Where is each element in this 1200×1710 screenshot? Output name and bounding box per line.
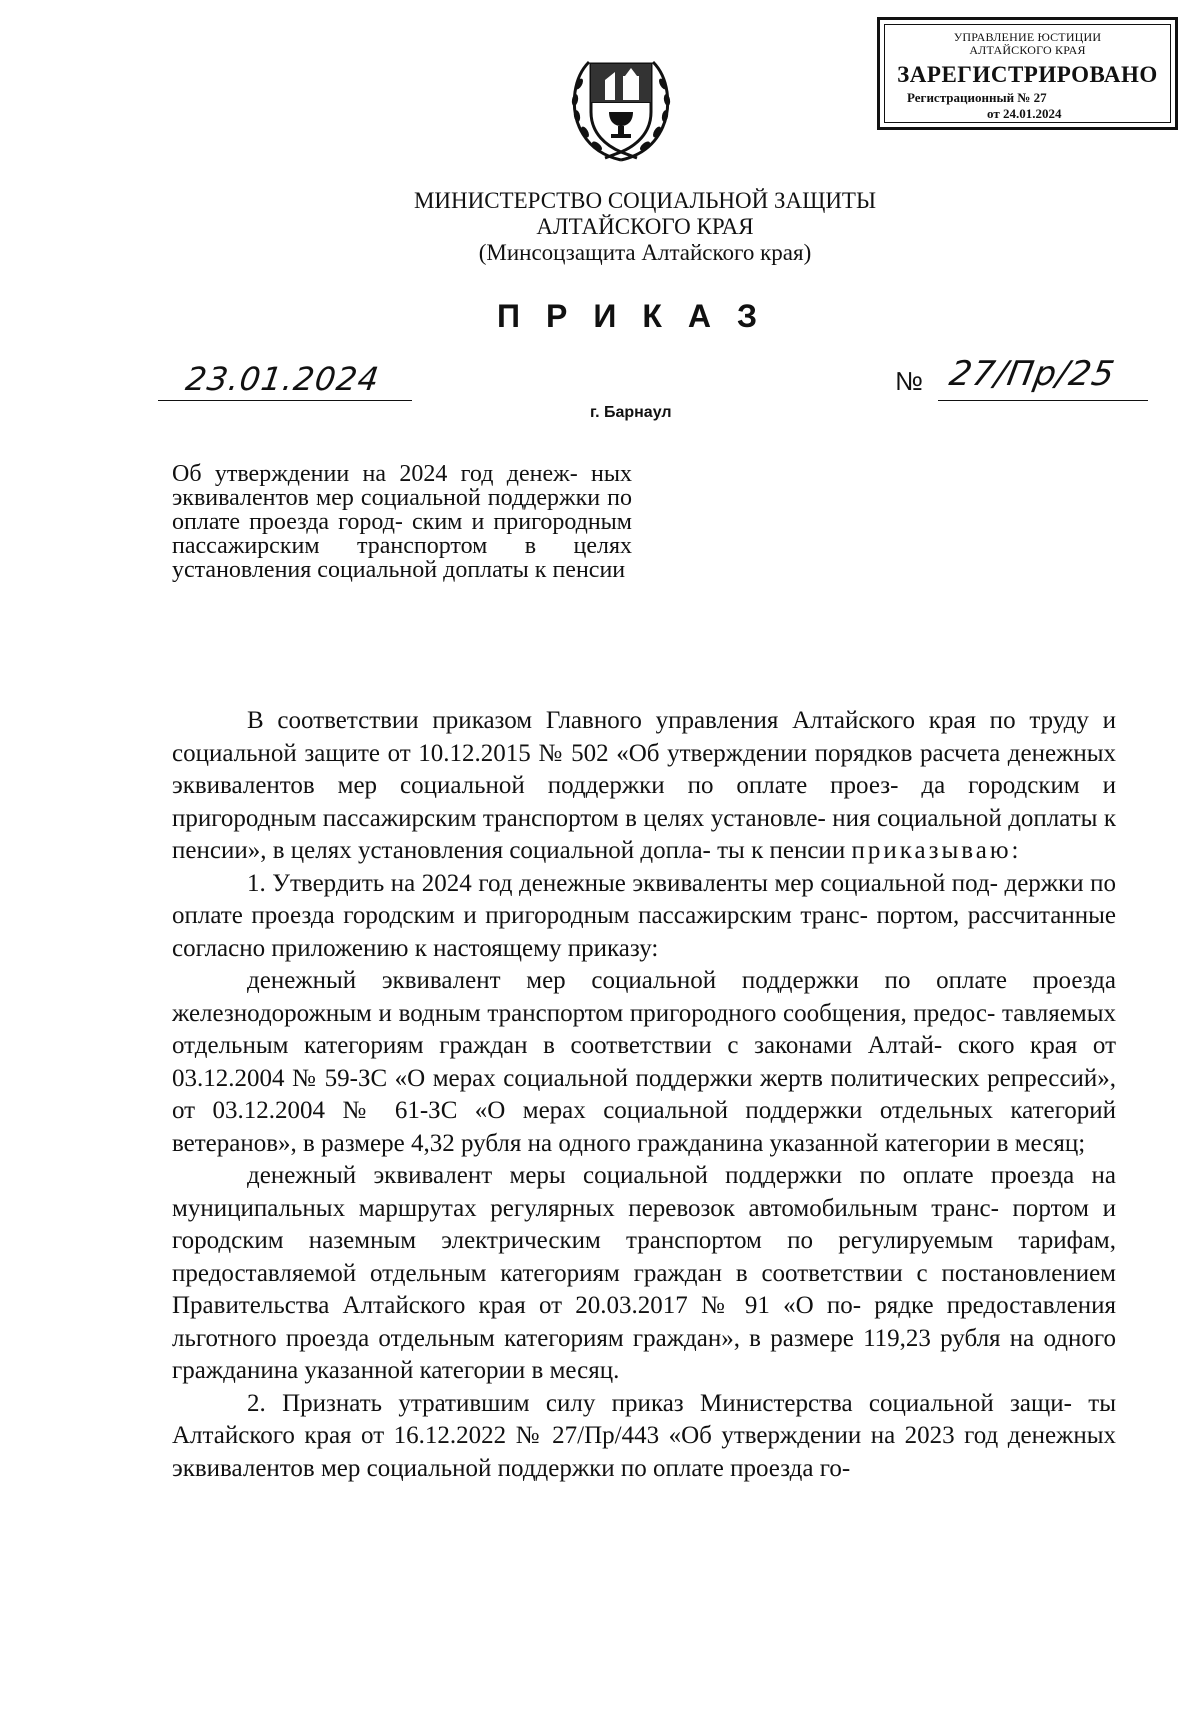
ministry-header [300, 188, 990, 266]
date-underline [158, 400, 412, 401]
ministry-name-line-2: АЛТАЙСКОГО КРАЯ [536, 214, 754, 239]
stamp-status: ЗАРЕГИСТРИРОВАНО [897, 62, 1158, 87]
body-intro-paragraph [172, 705, 1116, 868]
number-underline [938, 400, 1148, 401]
city-label: г. Барнаул [590, 404, 672, 421]
item-1-b-paragraph: денежный эквивалент меры социальной поддержки по оплате проезда на муниципальных маршрутах регулярных перевозок автомобильным транс- портом и городским наземным электрическим транспортом по регулируемым тарифам, предоставляемой отдельным категориям граждан в соответствии с постановлением Правительства Алтайского края от 20.03.2017 № 91 «О по- рядке предоставления льготного проезда отдельным категориям граждан», в размере 119,23 рубля на одного гражданина указанной категории в месяц. [172, 1162, 1116, 1384]
item-1-a-paragraph: денежный эквивалент мер социальной поддержки по оплате проезда железнодорожным и водным транспортом пригородного сообщения, предос- тавляемых отдельным категориям граждан в соответствии с законами Алтай- ского края от 03.12.2004 № 59-ЗС «О мерах социальной поддержки жертв политических репрессий», от 03.12.2004 № 61-ЗС «О мерах социальной поддержки отдельных категорий ветеранов», в размере 4,32 рубля на одного гражданина указанной категории в месяц; [172, 967, 1116, 1157]
ministry-short-name: (Минсоцзащита Алтайского края) [478, 240, 812, 265]
stamp-inner-frame [884, 24, 1171, 123]
body-intro-emphasis: приказываю: [851, 837, 1022, 864]
order-number: 27/Пр/25 [946, 354, 1119, 394]
stamp-org-line-2: АЛТАЙСКОГО КРАЯ [969, 43, 1086, 57]
order-body [172, 705, 1116, 1485]
number-sign: № [895, 366, 923, 396]
body-intro-text: В соответствии приказом Главного управления Алтайского края по труду и социальной защите от 10.12.2015 № 502 «Об утверждении порядков расчета денежных эквивалентов мер социальной поддержки по оплате проез- да городским и пригородным пассажирским транспортом в целях установле- ния социальной доплаты к пенсии», в целях установления социальной допла- ты к пенсии [172, 707, 1116, 864]
registration-stamp [877, 17, 1178, 130]
item-1-paragraph: 1. Утвердить на 2024 год денежные эквиваленты мер социальной под- держки по оплате проезда городским и пригородным пассажирским транс- портом, рассчитанные согласно приложению к настоящему приказу: [172, 869, 1116, 962]
ministry-name-line-1: МИНИСТЕРСТВО СОЦИАЛЬНОЙ ЗАЩИТЫ [413, 188, 877, 213]
stamp-registration-number [885, 90, 1170, 122]
order-subject: Об утверждении на 2024 год денеж- ных эквивалентов мер социальной поддержки по оплате проезда город- ским и пригородным пассажирским транспортом в целях установления социальной доплаты к пенсии [172, 461, 632, 583]
stamp-org-line-1: УПРАВЛЕНИЕ ЮСТИЦИИ [953, 30, 1102, 44]
document-type-title: ПРИКАЗ [496, 298, 784, 334]
stamp-date-line: от 24.01.2024 [987, 106, 1062, 121]
stamp-reg-line: Регистрационный № 27 [907, 90, 1047, 105]
coat-of-arms-icon [565, 42, 677, 166]
order-date: 23.01.2024 [183, 360, 382, 398]
item-2-paragraph: 2. Признать утратившим силу приказ Министерства социальной защи- ты Алтайского края от 16.12.2022 № 27/Пр/443 «Об утверждении на 2023 год денежных эквивалентов мер социальной поддержки по оплате проезда го- [172, 1389, 1116, 1482]
stamp-organization [885, 31, 1170, 57]
